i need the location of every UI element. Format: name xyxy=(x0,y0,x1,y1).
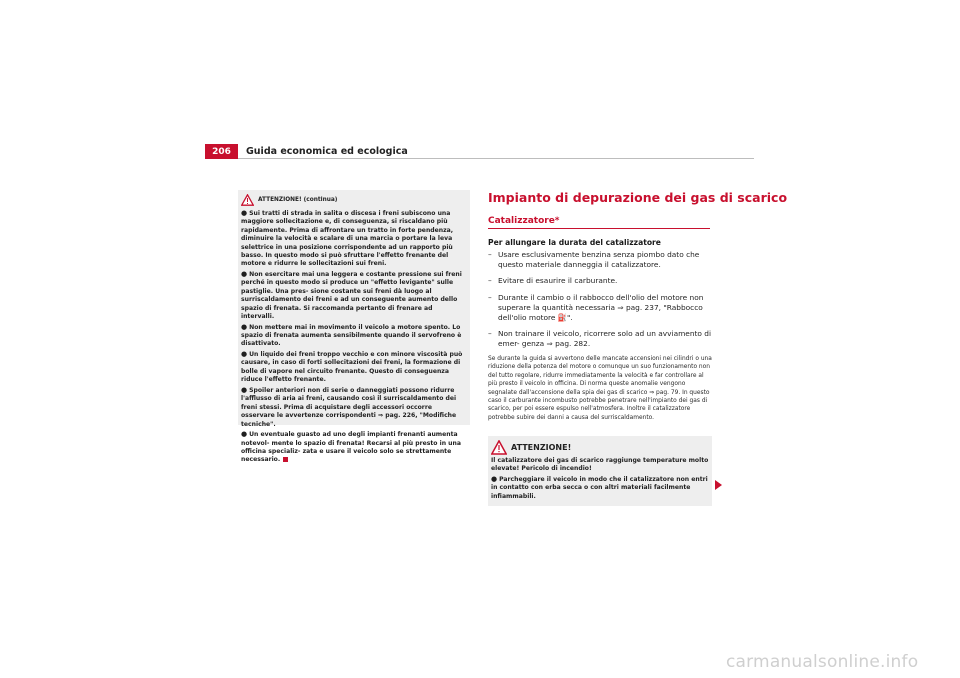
running-header: Guida economica ed ecologica xyxy=(246,146,408,157)
bullet-icon: ● xyxy=(241,270,248,279)
subsection-divider xyxy=(488,228,710,229)
warning-paragraph: Il catalizzatore dei gas di scarico raggiunge temperature molto elevate! Pericolo di incendio! xyxy=(491,457,709,473)
list-item: – Usare esclusivamente benzina senza piombo dato che questo materiale danneggia il catalizzatore. xyxy=(488,250,700,270)
continue-arrow-icon xyxy=(715,480,722,490)
warning-paragraph: ● Sui tratti di strada in salita o discesa i freni subiscono una maggiore sollecitazione e, di conseguenza, si riscaldano più rapidamente. Prima di affrontare un tratto in forte pendenza, diminuire la velocità e scalare di una marcia o portare la leva selettrice in una posizione corrispondente ad un rapporto più basso. In questo modo si può sfruttare l'effetto frenante del motore e ridurre le sollecitazioni sui freni. xyxy=(241,209,454,268)
header-divider xyxy=(238,158,754,159)
instruction-list xyxy=(488,250,713,356)
warning-paragraph: ● Un eventuale guasto ad uno degli impianti frenanti aumenta notevol- mente lo spazio di frenata! Recarsi al più presto in una officina specializ- zata e usare il veicolo solo se strettamente necessario. xyxy=(241,430,461,464)
warning-header xyxy=(241,194,467,206)
section-end-icon xyxy=(283,457,288,462)
list-item: – Evitare di esaurire il carburante. xyxy=(488,276,618,286)
footer-watermark: carmanualsonline.info xyxy=(726,652,919,672)
warning-box xyxy=(488,436,712,506)
bullet-icon: ● xyxy=(241,350,248,359)
page-number: 206 xyxy=(205,144,238,159)
warning-header xyxy=(491,440,709,455)
bullet-icon: ● xyxy=(241,209,248,217)
list-item: – Durante il cambio o il rabbocco dell'olio del motore non superare la quantità necessaria ⇒ pag. 237, "Rabbocco dell'olio motore ⛽". xyxy=(488,292,704,323)
warning-box-continued xyxy=(238,190,470,464)
warning-paragraph: ● Parcheggiare il veicolo in modo che il catalizzatore non entri in contatto con erba secca o con altri materiali facilmente infiammabili. xyxy=(491,474,708,500)
bullet-icon: ● xyxy=(241,322,248,331)
bullet-icon: ● xyxy=(491,474,498,483)
bullet-icon: ● xyxy=(241,430,248,439)
warning-triangle-icon xyxy=(491,440,507,455)
bullet-icon: ● xyxy=(241,385,248,394)
subsection-title: Catalizzatore* xyxy=(488,216,560,226)
warning-paragraph: ● Spoiler anteriori non di serie o danneggiati possono ridurre l'afflusso di aria ai freni, causando così il surriscaldamento dei freni stessi. Prima di acquistare degli accessori occorre osservare le avvertenze corrispondenti ⇒ pag. 226, "Modifiche tecniche". xyxy=(241,385,457,428)
list-item: – Non trainare il veicolo, ricorrere solo ad un avviamento di emer- genza ⇒ pag. 282. xyxy=(488,329,712,349)
section-title: Impianto di depurazione dei gas di scarico xyxy=(488,190,788,205)
warning-paragraph: ● Non mettere mai in movimento il veicolo a motore spento. Lo spazio di frenata aumenta sensibilmente quando il servofreno è disattivato. xyxy=(241,322,462,348)
warning-paragraph: ● Non esercitare mai una leggera e costante pressione sui freni perché in questo modo si produce un "effetto levigante" sulle pastiglie. Una pres- sione costante sui freni dà luogo al surriscaldamento dei freni e ad un conseguente aumento dello spazio di frenata. Si raccomanda pertanto di frenare ad intervalli. xyxy=(241,270,462,321)
warning-heading: ATTENZIONE! (continua) xyxy=(258,197,338,203)
instructions-intro: Per allungare la durata del catalizzatore xyxy=(488,238,661,247)
warning-triangle-icon xyxy=(241,194,254,206)
warning-heading: ATTENZIONE! xyxy=(511,443,572,452)
warning-paragraph: ● Un liquido dei freni troppo vecchio e con minore viscosità può causare, in caso di forti sollecitazioni dei freni, la formazione di bolle di vapore nel circuito frenante. Questo di conseguenza riduce l'effetto frenante. xyxy=(241,350,463,384)
note-paragraph: Se durante la guida si avvertono delle mancate accensioni nei cilindri o una riduzione della potenza del motore o comunque un suo funzionamento non del tutto regolare, ridurre immediatamente la velocità e far controllare al più presto il veicolo in officina. Di norma queste anomalie vengono segnalate dall'accensione della spia dei gas di scarico ⇒ pag. 79. In questo caso il carburante incombusto potrebbe penetrare nell'impianto dei gas di scarico, per poi essere espulso nell'atmosfera. Inoltre il catalizzatore potrebbe subire dei danni a causa del surriscaldamento. xyxy=(488,356,712,421)
